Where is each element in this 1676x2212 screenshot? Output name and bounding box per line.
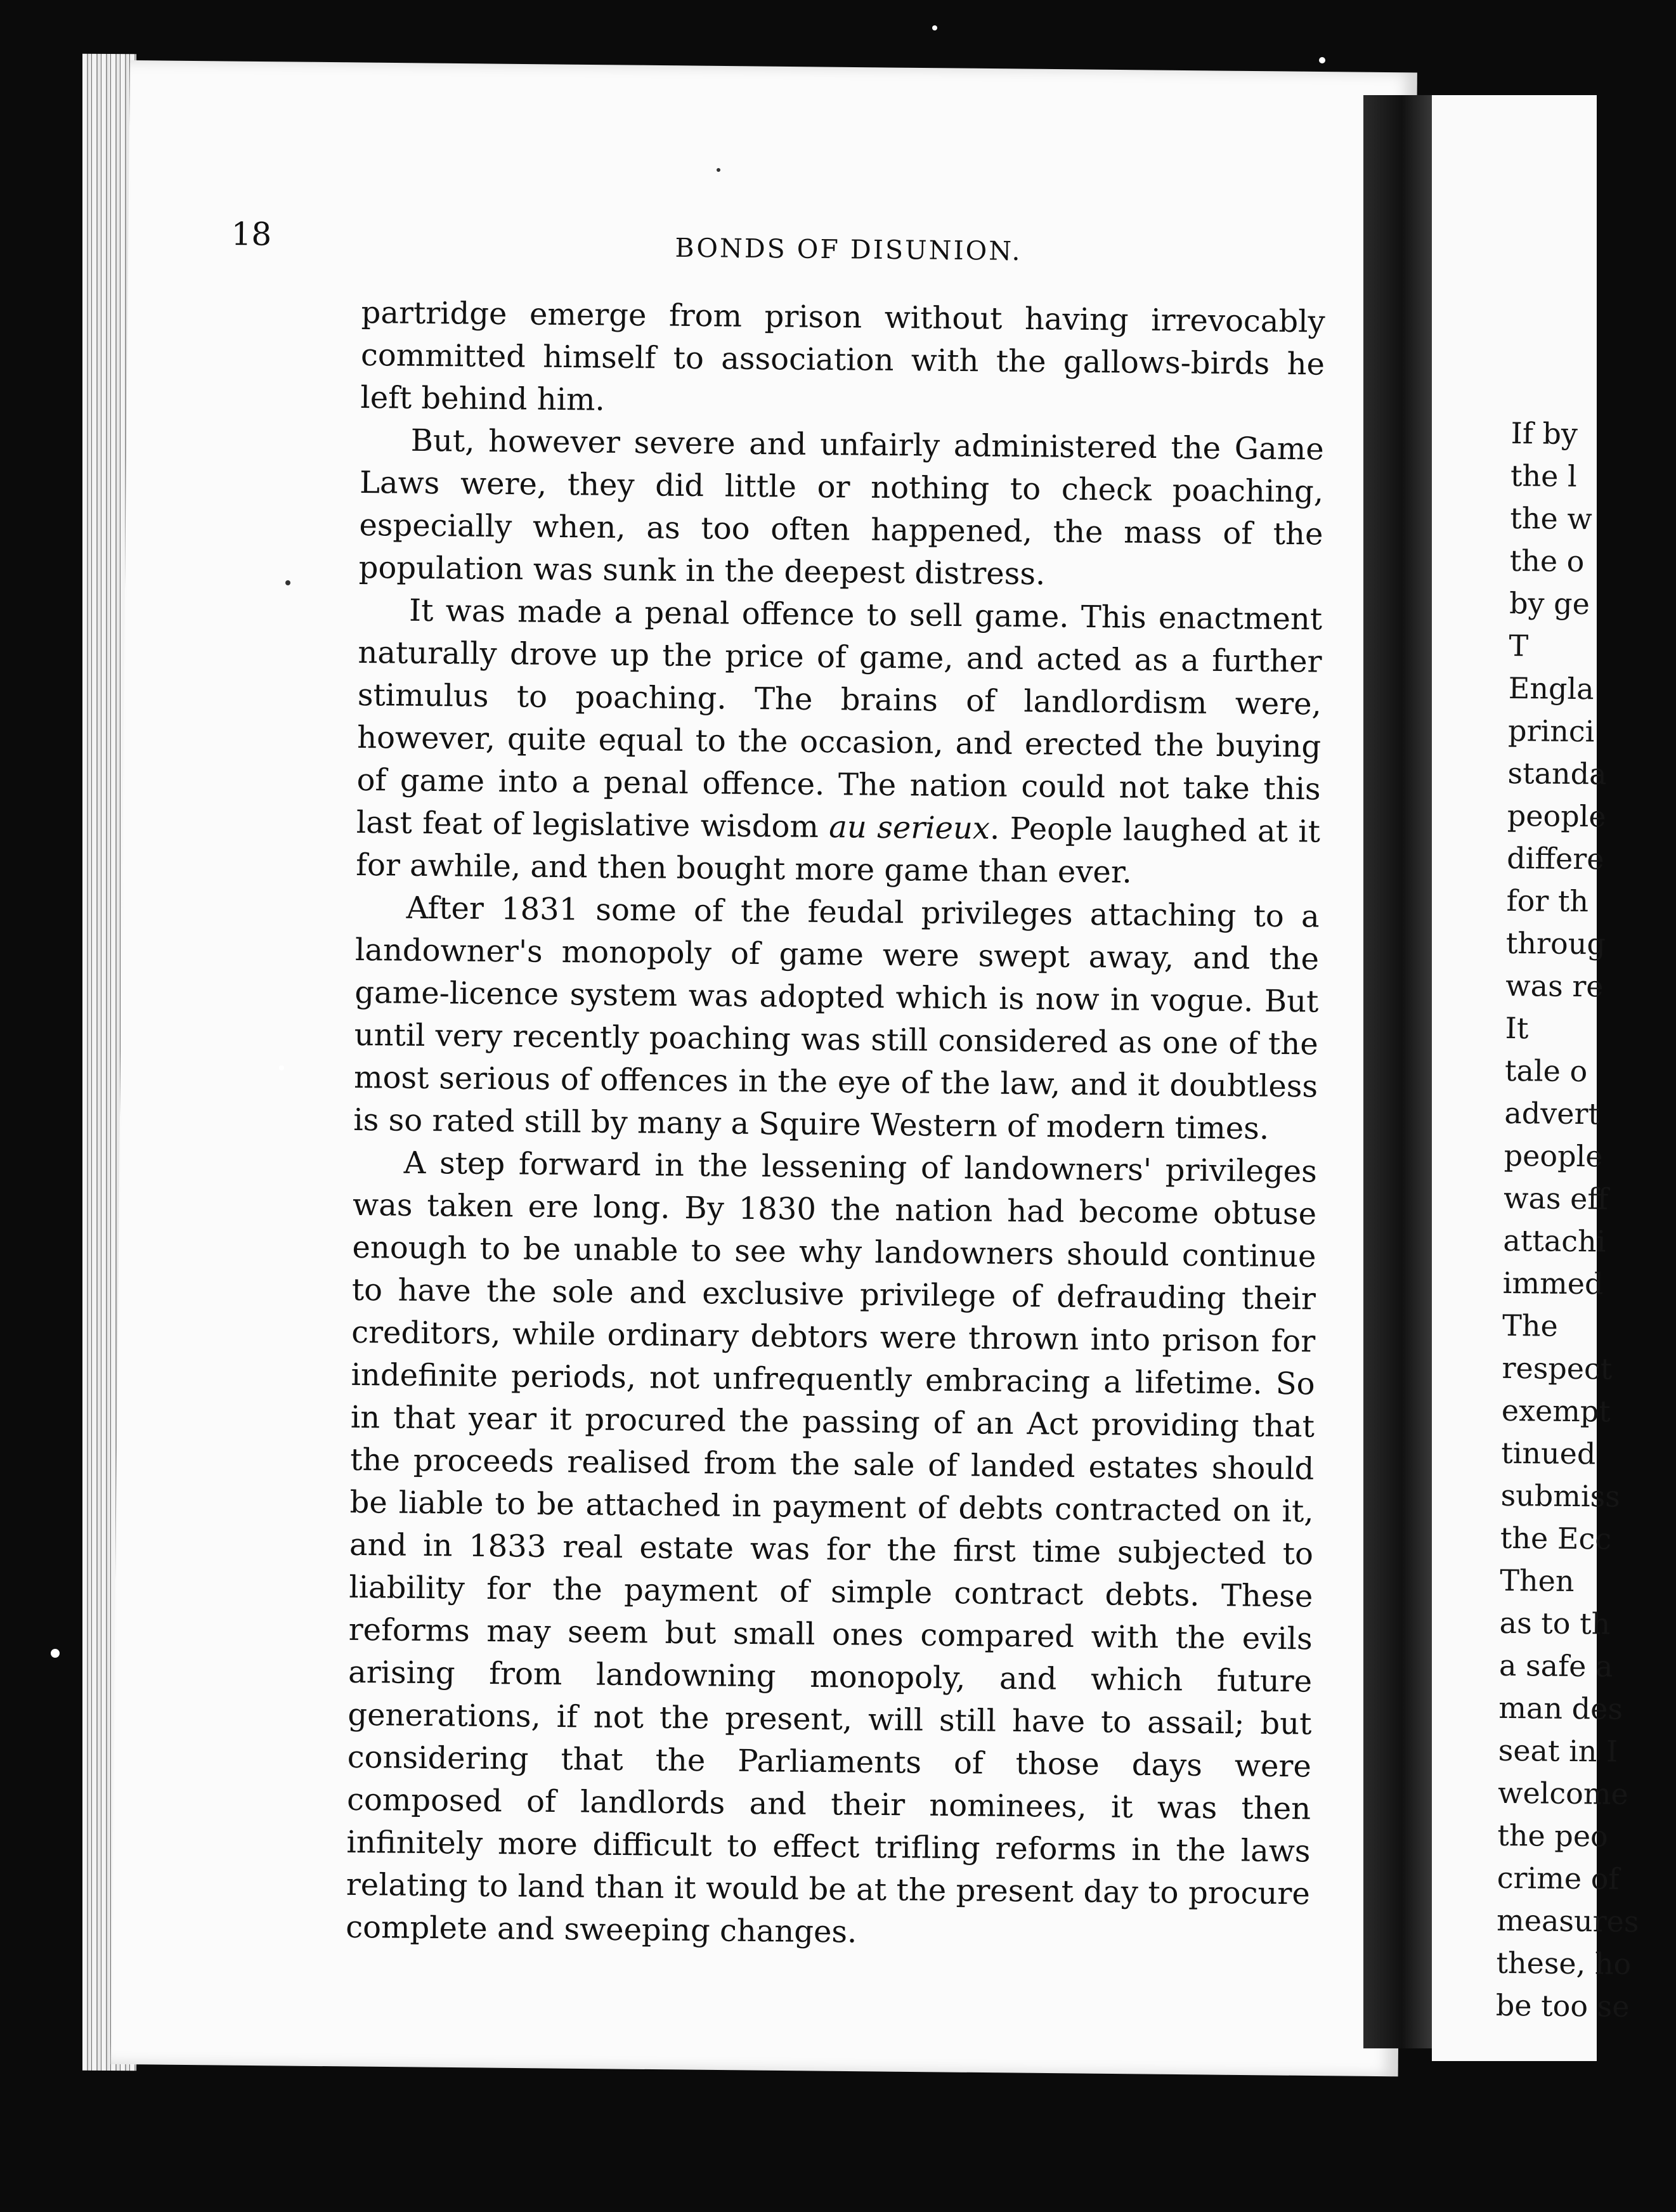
right-page-line: measures [1496, 1903, 1639, 1939]
right-page-line: exempt [1501, 1393, 1611, 1429]
running-head: BONDS OF DISUNION. [675, 232, 1022, 266]
right-page-line: by ge [1509, 585, 1590, 621]
right-page-text [1496, 412, 1676, 2028]
right-page-line: as to th [1499, 1605, 1611, 1641]
right-page-line: be too se [1495, 1988, 1630, 2024]
right-page-line: submiss [1500, 1478, 1621, 1514]
body-paragraph [356, 589, 1322, 896]
page-header [231, 209, 1322, 290]
right-page-line: the o [1509, 543, 1585, 579]
right-page-line: was re [1505, 968, 1604, 1004]
page-number: 18 [231, 215, 272, 253]
right-page-line: was eff [1503, 1180, 1609, 1216]
right-page-line: attachi [1503, 1223, 1606, 1259]
right-page-line: crime of [1497, 1860, 1620, 1896]
right-page-line: Engla [1508, 670, 1594, 706]
right-page-line: these, ho [1496, 1945, 1632, 1981]
right-page-line: the w [1510, 500, 1592, 537]
right-page-line: seat in I [1498, 1733, 1618, 1769]
right-page-line: standa [1507, 755, 1607, 791]
right-page-line: If by [1510, 415, 1578, 452]
right-page-line: It [1505, 1010, 1529, 1046]
right-page-line: the peo [1497, 1818, 1609, 1854]
right-page-line: The [1502, 1308, 1558, 1343]
right-page-line: tinued [1500, 1435, 1596, 1471]
book-gutter [1363, 95, 1433, 2048]
paragraph-text: . People laughed at it for awhile, and then bought more game than ever. [356, 810, 1321, 890]
right-page-line: people [1507, 798, 1606, 834]
right-page-fragment [1432, 95, 1639, 2061]
right-page-line: T [1509, 628, 1529, 663]
right-page-line: people [1504, 1138, 1603, 1174]
right-page-line: Then [1500, 1563, 1575, 1599]
right-page-line: differe [1506, 840, 1604, 876]
body-paragraph: After 1831 some of the feudal privileges attaching to a landowner's monopoly of game were swept away, and the game-licence system was adopted which is now in vogue. But until very recently poaching was still considered as one of the most serious of offences in the eye of the law, and it doubtless is so rated still by many a Squire Western of modern times. [353, 890, 1320, 1147]
right-page-line: princi [1507, 713, 1595, 749]
right-page-line: the Ecc [1500, 1520, 1612, 1556]
right-page-line: for th [1506, 883, 1589, 919]
right-page-line: throug [1505, 925, 1606, 961]
right-page-line: tale o [1504, 1053, 1588, 1089]
right-page-line: man des [1498, 1690, 1623, 1726]
right-page-line: advert [1504, 1095, 1601, 1131]
paragraph-text: It was made a penal offence to sell game. This enactment naturally drove up the price of game, and acted as a further stimulus to poaching. The brains of landlordism were, however, quite equal to the occasion, and erected the buying of game into a penal offence. The nation could not take this last feat of legislative wisdom [356, 592, 1323, 845]
page-body [346, 292, 1325, 1958]
italic-phrase: au serieux [829, 809, 991, 847]
body-paragraph: partridge emerge from prison without having irrevocably committed himself to association with the gallows-birds he left behind him. [360, 294, 1325, 418]
right-page-line: welcome [1497, 1775, 1628, 1811]
right-page-line: immed [1502, 1265, 1604, 1301]
right-page-line: respect [1502, 1350, 1613, 1386]
body-paragraph: A step forward in the lessening of landowners' privileges was taken ere long. By 1830 the nation had become obtuse enough to be unable to see why landowners should continue to have the sole and exclusive privilege of defrauding their creditors, while ordinary debtors were thrown into prison for indefinite periods, not unfrequently embracing a lifetime. So in that year it procured the passing of an Act providing that the proceeds realised from the sale of landed estates should be liable to be attached in payment of debts contracted on it, and in 1833 real estate was for the first time subjected to liability for the payment of simple contract debts. These reforms may seem but small ones compared with the evils arising from landowning monopoly, and which future generations, if not the present, will still have to assail; but considering that the Parliaments of those days were composed of landlords and their nominees, it was then infinitely more difficult to effect trifling reforms in the laws relating to land than it would be at the present day to procure complete and sweeping changes. [345, 1145, 1318, 1950]
right-page-line: the l [1510, 458, 1577, 493]
body-paragraph: But, however severe and unfairly administered the Game Laws were, they did little or nothing to check poaching, especially when, as too often happened, the mass of the population was sunk in the deepest distress. [358, 422, 1324, 592]
right-page-line: a safe a [1498, 1648, 1613, 1684]
